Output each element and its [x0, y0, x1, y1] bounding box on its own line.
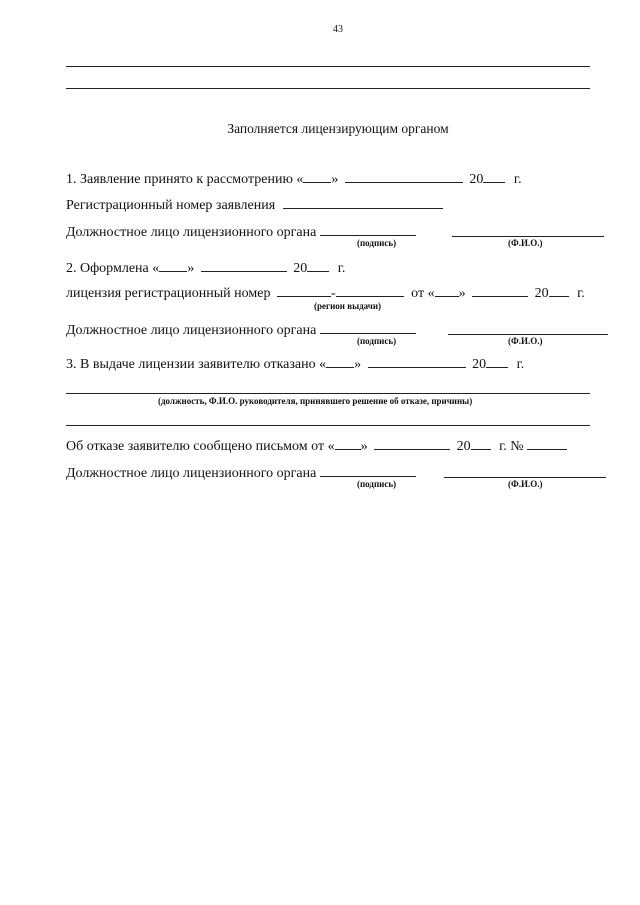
registration-number-line: Регистрационный номер заявления [66, 196, 443, 214]
name-field[interactable] [452, 236, 604, 237]
official-line: Должностное лицо лицензионного органа [66, 321, 416, 339]
month-field[interactable] [368, 355, 466, 368]
year-field[interactable] [307, 259, 329, 272]
section-heading: Заполняется лицензирующим органом [227, 121, 449, 136]
refusal-reason-field[interactable] [66, 425, 590, 426]
month-field[interactable] [345, 170, 463, 183]
official-line: Должностное лицо лицензионного органа [66, 223, 416, 241]
notification-line: Об отказе заявителю сообщено письмом от « » 20 г. № [66, 437, 567, 455]
name-caption: (Ф.И.О.) [508, 238, 543, 248]
refusal-reason-caption: (должность, Ф.И.О. руководителя, принявшего решение об отказе, причины) [158, 396, 473, 406]
day-field[interactable] [159, 259, 187, 272]
refusal-reason-field[interactable] [66, 393, 590, 394]
year-field[interactable] [471, 437, 491, 450]
blank-line [66, 88, 590, 89]
year-field[interactable] [483, 170, 505, 183]
name-field[interactable] [448, 334, 608, 335]
refusal-line: 3. В выдаче лицензии заявителю отказано « » 20 г. [66, 357, 525, 372]
month-field[interactable] [201, 259, 287, 272]
blank-line [66, 66, 590, 67]
license-number-field[interactable] [277, 284, 331, 297]
year-field[interactable] [486, 355, 508, 368]
registration-number-field[interactable] [283, 196, 443, 209]
signature-caption: (подпись) [357, 336, 397, 346]
signature-field[interactable] [320, 464, 416, 477]
day-field[interactable] [435, 284, 459, 297]
official-line: Должностное лицо лицензионного органа [66, 464, 416, 482]
signature-field[interactable] [320, 321, 416, 334]
day-field[interactable] [335, 437, 361, 450]
application-accepted-line: 1. Заявление принято к рассмотрению « » 20 г. [66, 172, 522, 187]
region-caption: (регион выдачи) [314, 301, 382, 311]
month-field[interactable] [374, 437, 450, 450]
name-field[interactable] [444, 477, 606, 478]
letter-number-field[interactable] [527, 437, 567, 450]
license-number-line: лицензия регистрационный номер - от « » 20 г. [66, 286, 585, 301]
signature-field[interactable] [320, 223, 416, 236]
name-caption: (Ф.И.О.) [508, 479, 543, 489]
signature-caption: (подпись) [357, 238, 397, 248]
day-field[interactable] [303, 170, 331, 183]
issued-line: 2. Оформлена « » 20 г. [66, 261, 346, 276]
page-number: 43 [333, 24, 343, 35]
day-field[interactable] [326, 355, 354, 368]
month-field[interactable] [472, 284, 528, 297]
signature-caption: (подпись) [357, 479, 397, 489]
license-number-suffix-field[interactable] [336, 284, 404, 297]
name-caption: (Ф.И.О.) [508, 336, 543, 346]
year-field[interactable] [549, 284, 569, 297]
